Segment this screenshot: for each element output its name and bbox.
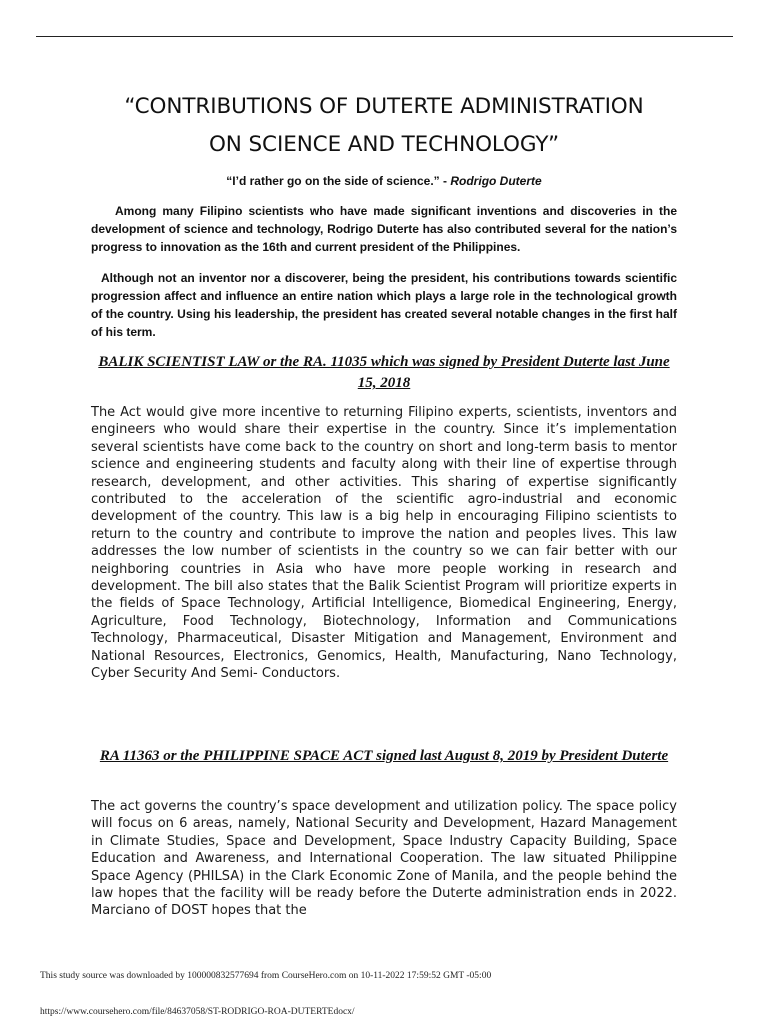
document-title [40, 88, 728, 164]
title-line-2: ON SCIENCE AND TECHNOLOGY” [208, 132, 560, 157]
section-heading-space-act: RA 11363 or the PHILIPPINE SPACE ACT signed last August 8, 2019 by President Duterte [99, 748, 669, 764]
top-divider [36, 36, 733, 37]
download-footer-note: This study source was downloaded by 100000832577694 from CourseHero.com on 10-11-2022 17:59:52 GMT -05:00 [40, 971, 492, 981]
section-heading-balik-scientist: BALIK SCIENTIST LAW or the RA. 11035 which was signed by President Duterte last June 15, 2018 [98, 354, 670, 391]
intro-paragraph-1: Among many Filipino scientists who have made significant inventions and discoveries in the development of science and technology, Rodrigo Duterte has also contributed several for the nation’s progress to innovation as the 16th and current president of the Philippines. [91, 204, 677, 254]
epigraph-quote [40, 172, 728, 190]
quote-text: “I’d rather go on the side of science.” - [226, 174, 448, 188]
section-body-balik-scientist: The Act would give more incentive to returning Filipino experts, scientists, inventors and engineers who would share their expertise in the country. Since it’s implementation several scientists have come back to the country on short and long-term basis to mentor science and engineering students and faculty along with their line of expertise through research, development, and other activities. This sharing of expertise significantly contributed to the acceleration of the scientific agro-industrial and economic development of the country. This law is a big help in encouraging Filipino scientists to return to the country and contribute to improve the nation and peoples lives. This law addresses the low number of scientists in the country so we can fair better with our neighboring countries in Asia who have more people working in research and development. The bill also states that the Balik Scientist Program will prioritize experts in the fields of Space Technology, Artificial Intelligence, Biomedical Engineering, Energy, Agriculture, Food Technology, Biotechnology, Information and Communications Technology, Pharmaceutical, Disaster Mitigation and Management, Environment and National Resources, Electronics, Genomics, Health, Manufacturing, Nano Technology, Cyber Security And Semi- Conductors. [91, 405, 677, 682]
intro-paragraph-2: Although not an inventor nor a discoverer, being the president, his contributions towards scientific progression affect and influence an entire nation which plays a large role in the technological growth of the country. Using his leadership, the president has created several notable changes in the first half of his term. [91, 271, 677, 339]
quote-author: Rodrigo Duterte [450, 174, 542, 188]
section-body-space-act: The act governs the country’s space development and utilization policy. The space policy will focus on 6 areas, namely, National Security and Development, Hazard Management in Climate Studies, Space and Development, Space Industry Capacity Building, Space Education and Awareness, and International Cooperation. The law situated Philippine Space Agency (PHILSA) in the Clark Economic Zone of Manila, and the people behind the law hopes that the facility will be ready before the Duterte administration ends in 2022. Marciano of DOST hopes that the [91, 799, 677, 919]
title-line-1: “CONTRIBUTIONS OF DUTERTE ADMINISTRATION [124, 94, 644, 119]
source-url[interactable]: https://www.coursehero.com/file/84637058/ST-RODRIGO-ROA-DUTERTEdocx/ [40, 1007, 355, 1017]
